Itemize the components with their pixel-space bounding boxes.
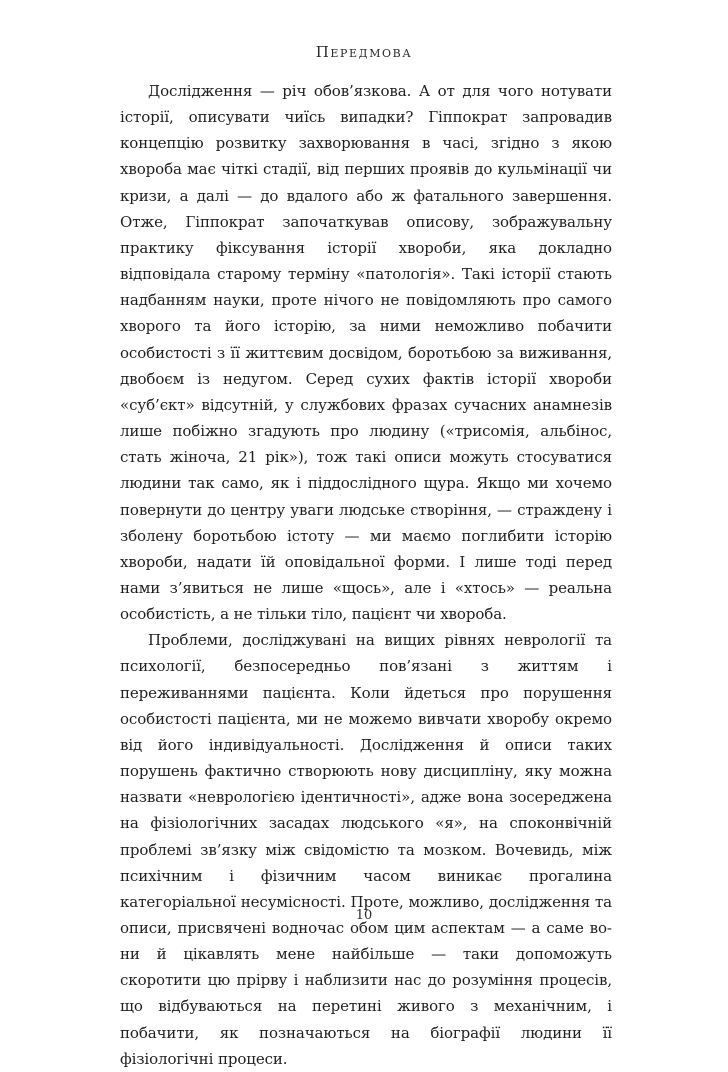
running-header: Передмова: [315, 43, 413, 61]
paragraph: Проблеми, досліджувані на вищих рівнях неврології та психології, безпосередньо пов’язані з життям і переживаннями пацієнта. Коли йдеться про порушення особистості пацієнта, ми не можемо вивчати хворобу окремо від його індивідуальності. Дослідження й описи таких порушень фактично створюють нову дисципліну, яку можна назвати «неврологією ідентичності», адже вона зосереджена на фізіологічних засадах людського «я», на споконвічній проблемі зв’язку між свідомістю та мозком. Вочевидь, між психічним і фізичним часом виникає прогалина категоріальної несумісності. Проте, можливо, дослідження та описи, присвячені водночас обом цим аспектам — а саме вони й цікавлять мене найбільше — таки допоможуть скоротити цю прірву і наблизити нас до розуміння процесів, що відбуваються на перетині живого з механічним, і побачити, як позначаються на біографії людини її фізіологічні процеси.: [120, 631, 612, 1068]
paragraph: Дослідження — річ обов’язкова. А от для чого нотувати історії, описувати чиїсь випадки? Гіппократ запровадив концепцію розвитку захворювання в часі, згідно з якою хвороба має чіткі стадії, від перших проявів до кульмінації чи кризи, а далі — до вдалого або ж фатального завершення. Отже, Гіппократ започаткував описову, зображувальну практику фіксування історії хвороби, яка докладно відповідала старому терміну «патологія». Такі історії стають надбанням науки, проте нічого не повідомляють про самого хворого та його історію, за ними неможливо побачити особистості з її життєвим досвідом, боротьбою за виживання, двобоєм із недугом. Серед сухих фактів історії хвороби «суб’єкт» відсутній, у службових фразах сучасних анамнезів лише побіжно згадують про людину («трисомія, альбінос, стать жіноча, 21 рік»), тож такі описи можуть стосуватися людини так само, як і піддослідного щура. Якщо ми хочемо повернути до центру уваги людське створіння, — страждену і зболену боротьбою істоту — ми маємо поглибити історію хвороби, надати їй оповідальної форми. І лише тоді перед нами з’явиться не лише «щось», але і «хтось» — реальна особистість, а не тільки тіло, пацієнт чи хвороба.: [120, 82, 612, 624]
page-number: 10: [355, 908, 373, 923]
